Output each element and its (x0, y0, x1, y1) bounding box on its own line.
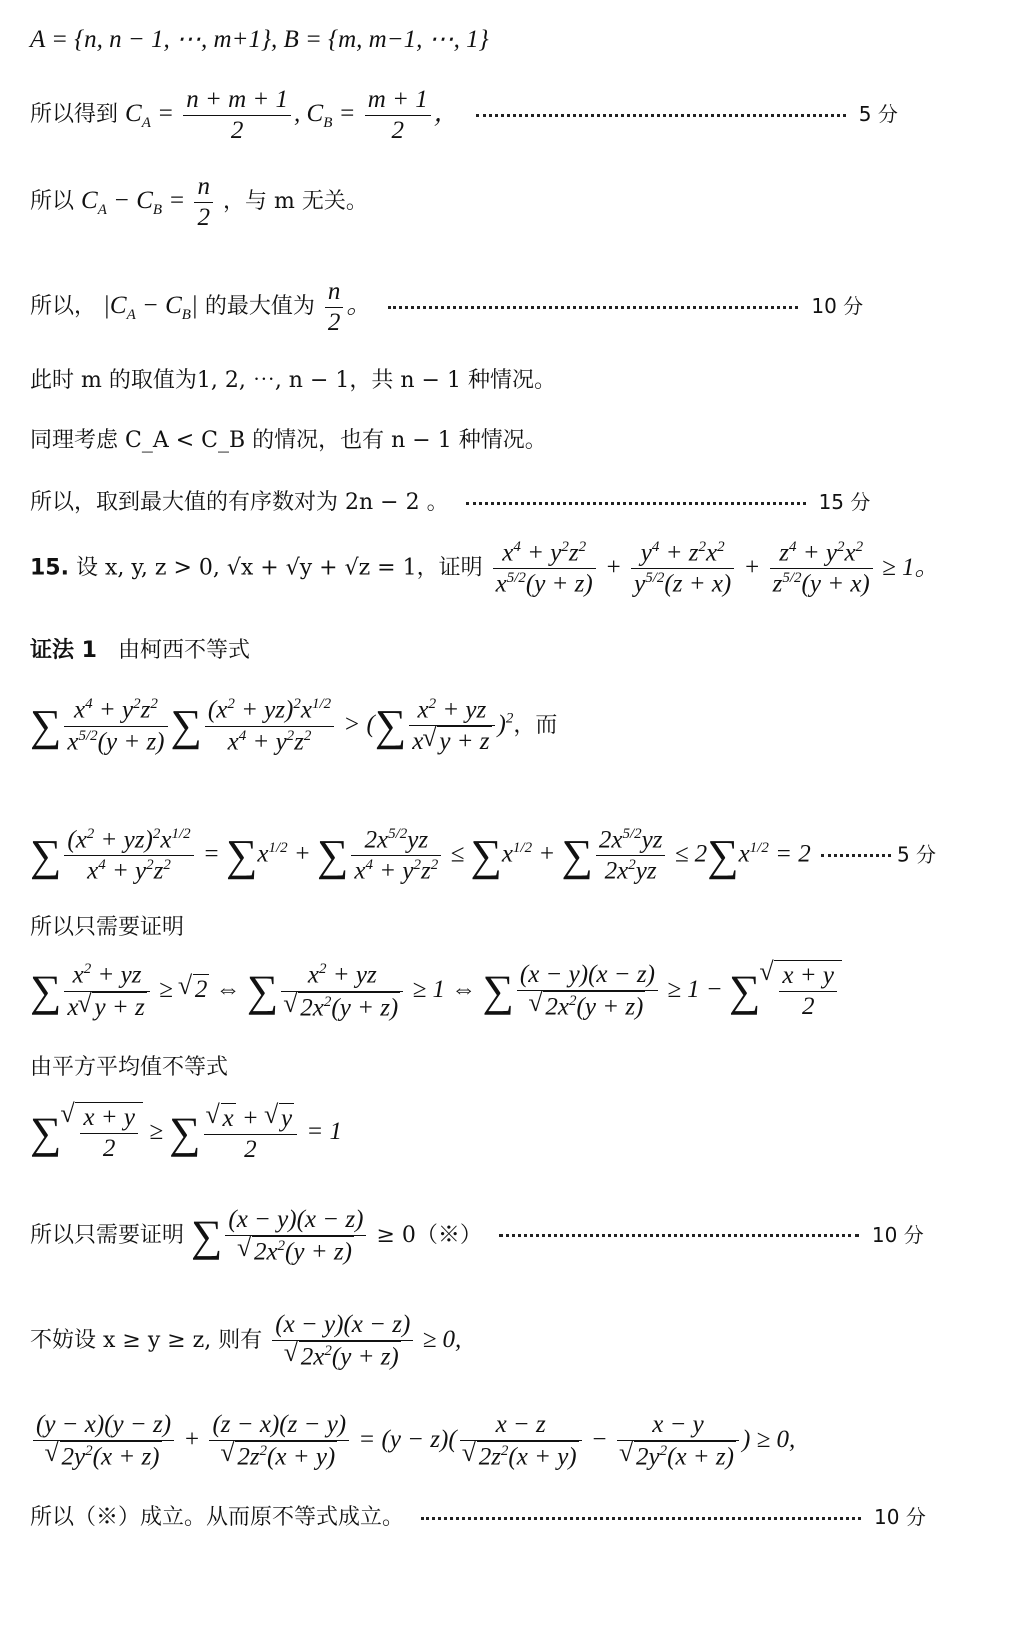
score-15: 15 分 (818, 490, 871, 514)
formula-qm: ∑ √ $\frac{x + y}{2}$ ≥ ∑ √ $\frac{x + √ y}{2}$ = 1 (30, 1102, 342, 1165)
text-prefix: 不妨设 x ≥ y ≥ z, 则有 (30, 1327, 263, 1353)
problem-statement: 设 x, y, z > 0, √x + √y + √z = 1，证明 (75, 555, 483, 581)
line-difference (30, 172, 368, 233)
score-5: 5 分 (858, 102, 898, 127)
dots-leader (466, 502, 806, 505)
line-max-value (30, 277, 863, 338)
formula-abs: $|C_A - C_B|$ (103, 292, 198, 324)
text-and: ，而 (513, 712, 558, 738)
text-prefix: 所以得到 (30, 102, 119, 128)
proof-heading (30, 638, 250, 664)
line-wlog (30, 1310, 461, 1372)
set-definition: A = {n, n − 1, ⋯, m+1}, B = {m, m−1, ⋯, 1} (30, 26, 489, 53)
score-10: 10 分 (871, 1222, 924, 1247)
text-prefix: 所以 (30, 189, 75, 215)
dots-leader (421, 1517, 861, 1520)
dots-leader (476, 114, 846, 117)
formula-reduced: ∑ (x − y)(x − z) √ $2x^2(y + z)$ (191, 1221, 369, 1248)
formula-first-term: (x − y)(x − z) √ $2x^2(y + z)$ ≥ 0, (269, 1326, 461, 1353)
text-prefix: 所以只需要证明 (30, 1222, 185, 1248)
formula-ca-cb: $C_A$ = $\frac{n + m + 1}{2}$ , $C_B$ = $\frac{m + 1}{2}$ ， (125, 86, 459, 144)
text-suffix: ，与 m 无关。 (222, 189, 368, 215)
line-ordered-pairs (30, 490, 870, 516)
score-5: 5 分 (896, 842, 937, 867)
formula-equivalence: ∑ $\frac{x^2 + yz}{x√ y + z}$ ≥ √ 2 ⇔ ∑ $x^2$ + yz √ $2x^2(y + z)$ ≥ 1 ⇔ ∑ (x − y)(x − z) √ $2x^2(y + z)$ ≥ 1 − ∑ √ $\frac{x + y}{2}$ (30, 960, 842, 1023)
line-ca-cb (30, 85, 898, 146)
formula-cauchy: ∑ $\frac{x^4 + y^2z^2}{x^{5/2}(y + z)}$ ∑ $\frac{(x^2 + yz)^2x^{1/2}}{x^4 + y^2z^2}$ > (∑ $\frac{x^2 + yz}{x√ y + z}$ )$^2$，而 (30, 695, 557, 757)
formula-remaining-terms: (y − x)(y − z) √ $2y^2(x + z)$ + (z − x)(z − y) √ $2z^2(x + y)$ = (y − z)( x − z √ $2z^2(x + y)$ − x − y √ $2y^2(x + z)$ ) ≥ 0, (30, 1410, 795, 1472)
formula-problem: $\frac{x^4 + y^2z^2}{x^{5/2}(y + z)}$ + $\frac{y^4 + z^2x^2}{y^{5/2}(z + x)}$ + $\frac{z^4 + y^2x^2}{z^{5/2}(y + x)}$ ≥ 1。 (490, 554, 940, 581)
line-conclusion (30, 1505, 926, 1531)
dots-leader (499, 1234, 859, 1237)
formula-chain: ∑ $\frac{(x^2 + yz)^2x^{1/2}}{x^4 + y^2z^2}$ = $\sum x^{1/2}$ + ∑ $\frac{2x^{5/2}yz}{x^4 + y^2z^2}$ ≤ $\sum x^{1/2}$ + ∑ $\frac{2x^{5/2}yz}{2x^2yz}$ ≤ $2\sum x^{1/2} = 2$ 5 分 (30, 826, 937, 885)
problem-number: 15. (30, 555, 69, 581)
proof-intro: 由柯西不等式 (117, 638, 250, 663)
formula-n-over-2: $\frac{n}{2}$ 。 (322, 292, 372, 319)
dots-leader (821, 854, 891, 857)
formula-difference: $C_A - C_B$ = $\frac{n}{2}$ (81, 187, 216, 214)
text-mid: 的最大值为 (204, 294, 315, 320)
line-need-prove: 所以只需要证明 (30, 915, 185, 940)
line-qm-inequality: 由平方平均值不等式 (30, 1055, 229, 1080)
line-cases: 此时 m 的取值为1, 2, ⋯, n − 1，共 n − 1 种情况。 (30, 368, 556, 393)
text-mark: ≥ 0（※） (376, 1222, 482, 1248)
score-10: 10 分 (811, 294, 864, 319)
proof-title: 证法 1 (30, 638, 97, 663)
dots-leader (388, 306, 798, 309)
text-prefix: 所以， (30, 294, 97, 320)
line-symmetric-cases: 同理考虑 C_A < C_B 的情况，也有 n − 1 种情况。 (30, 428, 547, 453)
text-conclusion: 所以，取到最大值的有序数对为 2n − 2 。 (30, 490, 449, 515)
text-conclusion: 所以（※）成立。从而原不等式成立。 (30, 1505, 405, 1530)
score-10: 10 分 (874, 1505, 926, 1529)
problem-15 (30, 538, 940, 600)
line-reduced-claim (30, 1205, 924, 1267)
